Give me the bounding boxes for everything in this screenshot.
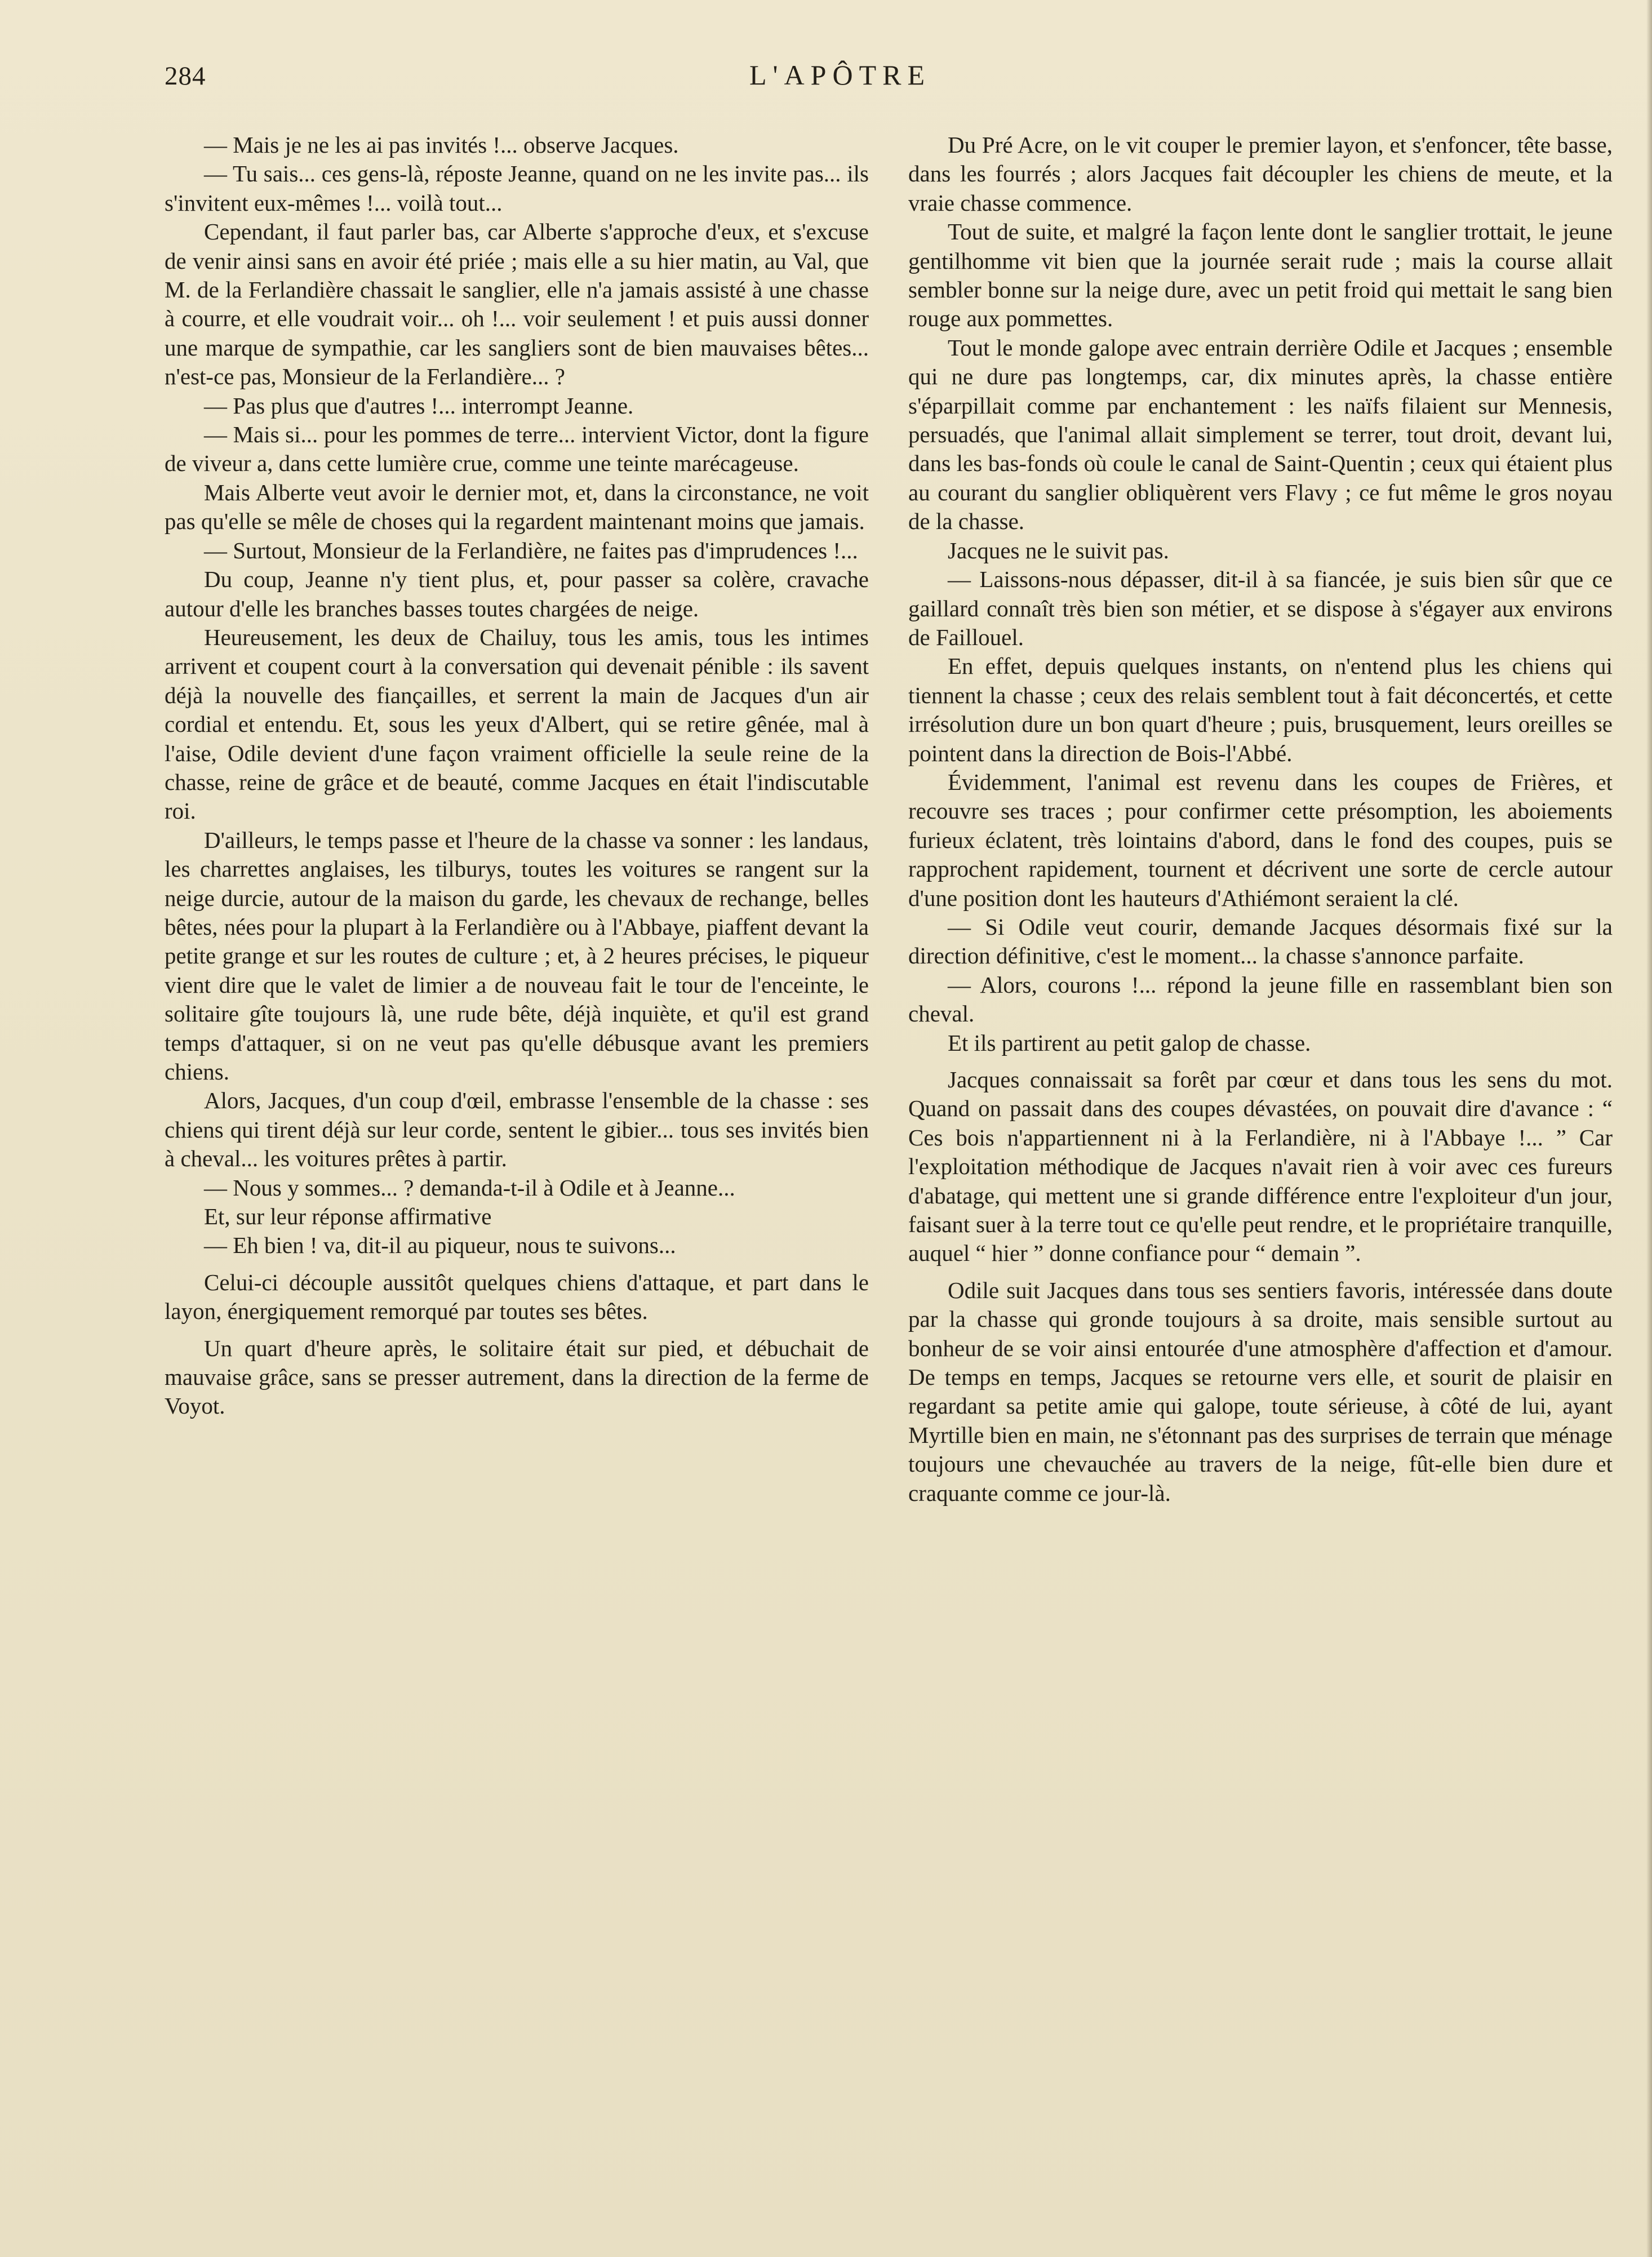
paragraph: Tout le monde galope avec entrain derrière Odile et Jacques ; ensemble qui ne dure pas longtemps, car, dix minutes après, la chasse entière s'éparpillait comme par enchantement : les naïfs filaient sur Mennesis, persuadés, que l'animal allait simplement se terrer, tout droit, devant lui, dans les bas-fonds où coule le canal de Saint-Quentin ; ceux qui étaient plus au courant du sanglier obliquèrent vers Flavy ; ce fut même le gros noyau de la chasse. (908, 334, 1613, 535)
paragraph: Et ils partirent au petit galop de chasse. (948, 1029, 1311, 1056)
paragraph: — Pas plus que d'autres !... interrompt Jeanne. (204, 392, 634, 419)
paragraph: Du Pré Acre, on le vit couper le premier layon, et s'enfoncer, tête basse, dans les fourrés ; alors Jacques fait découpler les chiens de meute, et la vraie chasse commence. (908, 132, 1613, 216)
paragraph: — Alors, courons !... répond la jeune fille en rassemblant bien son cheval. (908, 971, 1613, 1027)
running-title: L'APÔTRE (749, 59, 931, 91)
paragraph: Cependant, il faut parler bas, car Alberte s'approche d'eux, et s'excuse de venir ainsi sans en avoir été priée ; mais elle a su hier matin, au Val, que M. de la Ferlandière chassait le sanglier, elle n'a jamais assisté à une chasse à courre, et elle voudrait voir... oh !... voir seulement ! et puis aussi donner une marque de sympathie, car les sangliers sont de bien mauvaises bêtes... n'est-ce pas, Monsieur de la Ferlandière... ? (165, 219, 869, 390)
paragraph: Un quart d'heure après, le solitaire était sur pied, et débuchait de mauvaise grâce, sans se presser autrement, dans la direction de la ferme de Voyot. (165, 1335, 869, 1419)
right-column (908, 131, 1613, 1508)
paragraph: Celui-ci découple aussitôt quelques chiens d'attaque, et part dans le layon, énergiquement remorqué par toutes ses bêtes. (165, 1269, 869, 1325)
paragraph: D'ailleurs, le temps passe et l'heure de la chasse va sonner : les landaus, les charrettes anglaises, les tilburys, toutes les voitures se rangent sur la neige durcie, autour de la maison du garde, les chevaux de rechange, belles bêtes, nées pour la plupart à la Ferlandière ou à l'Abbaye, piaffent devant la petite grange et sur les routes de culture ; et, à 2 heures précises, le piqueur vient dire que le valet de limier a de nouveau fait le tour de l'enceinte, le solitaire gîte toujours là, une rude bête, déjà inquiète, et qu'il est grand temps d'attaquer, si on ne veut pas qu'elle débusque avant les premiers chiens. (165, 827, 869, 1085)
paragraph: Heureusement, les deux de Chailuy, tous les amis, tous les intimes arrivent et coupent court à la conversation qui devenait pénible : ils savent déjà la nouvelle des fiançailles, et serrent la main de Jacques d'un air cordial et entendu. Et, sous les yeux d'Albert, qui se retire gênée, mal à l'aise, Odile devient d'une façon vraiment officielle la seule reine de la chasse, reine de grâce et de beauté, comme Jacques en était l'indiscutable roi. (165, 624, 869, 824)
paragraph: Alors, Jacques, d'un coup d'œil, embrasse l'ensemble de la chasse : ses chiens qui tirent déjà sur leur corde, sentent le gibier... tous ses invités bien à cheval... les voitures prêtes à partir. (165, 1087, 869, 1172)
paragraph: Mais Alberte veut avoir le dernier mot, et, dans la circonstance, ne voit pas qu'elle se mêle de choses qui la regardent maintenant moins que jamais. (165, 479, 869, 535)
paragraph: — Si Odile veut courir, demande Jacques désormais fixé sur la direction définitive, c'est le moment... la chasse s'annonce parfaite. (908, 913, 1613, 969)
page-edge-shadow (1646, 0, 1652, 2257)
paragraph: — Tu sais... ces gens-là, réposte Jeanne, quand on ne les invite pas... ils s'invitent eux-mêmes !... voilà tout... (165, 161, 869, 216)
paragraph: — Laissons-nous dépasser, dit-il à sa fiancée, je suis bien sûr que ce gaillard connaît très bien son métier, et se dispose à s'égayer aux environs de Faillouel. (908, 566, 1613, 650)
paragraph: Tout de suite, et malgré la façon lente dont le sanglier trottait, le jeune gentilhomme vit bien que la journée serait rude ; mais la course allait sembler bonne sur la neige dure, avec un petit froid qui mettait le sang bien rouge aux pommettes. (908, 219, 1613, 332)
page-number: 284 (165, 61, 206, 91)
paragraph: Jacques connaissait sa forêt par cœur et dans tous les sens du mot. Quand on passait dans des coupes dévastées, on pouvait dire d'avance : “ Ces bois n'appartiennent ni à la Ferlandière, ni à l'Abbaye !... ” Car l'exploitation méthodique de Jacques n'avait rien à voir avec ces fureurs d'abatage, qui mettent une si grande différence entre l'exploiteur d'un jour, faisant suer à la terre tout ce qu'elle peut rendre, et le propriétaire tranquille, auquel “ hier ” donne confiance pour “ demain ”. (908, 1067, 1613, 1267)
paragraph: Et, sur leur réponse affirmative (204, 1203, 492, 1230)
left-column (165, 131, 869, 1421)
paragraph: Du coup, Jeanne n'y tient plus, et, pour passer sa colère, cravache autour d'elle les branches basses toutes chargées de neige. (165, 566, 869, 621)
paragraph: — Mais si... pour les pommes de terre... intervient Victor, dont la figure de viveur a, dans cette lumière crue, comme une teinte marécageuse. (165, 421, 869, 477)
paragraph: En effet, depuis quelques instants, on n'entend plus les chiens qui tiennent la chasse ; ceux des relais semblent tout à fait déconcertés, et cette irrésolution dure un bon quart d'heure ; puis, brusquement, leurs oreilles se pointent dans la direction de Bois-l'Abbé. (908, 653, 1613, 766)
paragraph: Jacques ne le suivit pas. (948, 537, 1169, 563)
paragraph: Odile suit Jacques dans tous ses sentiers favoris, intéressée dans doute par la chasse qui gronde toujours à sa droite, mais sensible surtout au bonheur de se voir ainsi entourée d'une atmosphère d'affection et d'amour. De temps en temps, Jacques se retourne vers elle, et sourit de plaisir en regardant sa petite amie qui galope, toute sérieuse, à côté de lui, ayant Myrtille bien en main, ne s'étonnant pas des surprises de terrain que ménage toujours une chevauchée au travers de la neige, fût-elle bien dure et craquante comme ce jour-là. (908, 1277, 1613, 1506)
paragraph: — Nous y sommes... ? demanda-t-il à Odile et à Jeanne... (204, 1174, 735, 1201)
paragraph: Évidemment, l'animal est revenu dans les coupes de Frières, et recouvre ses traces ; pour confirmer cette présomption, les aboiements furieux éclatent, très lointains d'abord, dans le fond des coupes, puis se rapprochent rapidement, tournent et décrivent une sorte de cercle autour d'une position dont les hauteurs d'Athiémont seraient la clé. (908, 768, 1613, 911)
paragraph: — Mais je ne les ai pas invités !... observe Jacques. (204, 132, 679, 158)
paragraph: — Surtout, Monsieur de la Ferlandière, ne faites pas d'imprudences !... (204, 537, 858, 563)
paragraph: — Eh bien ! va, dit-il au piqueur, nous te suivons... (204, 1232, 676, 1259)
